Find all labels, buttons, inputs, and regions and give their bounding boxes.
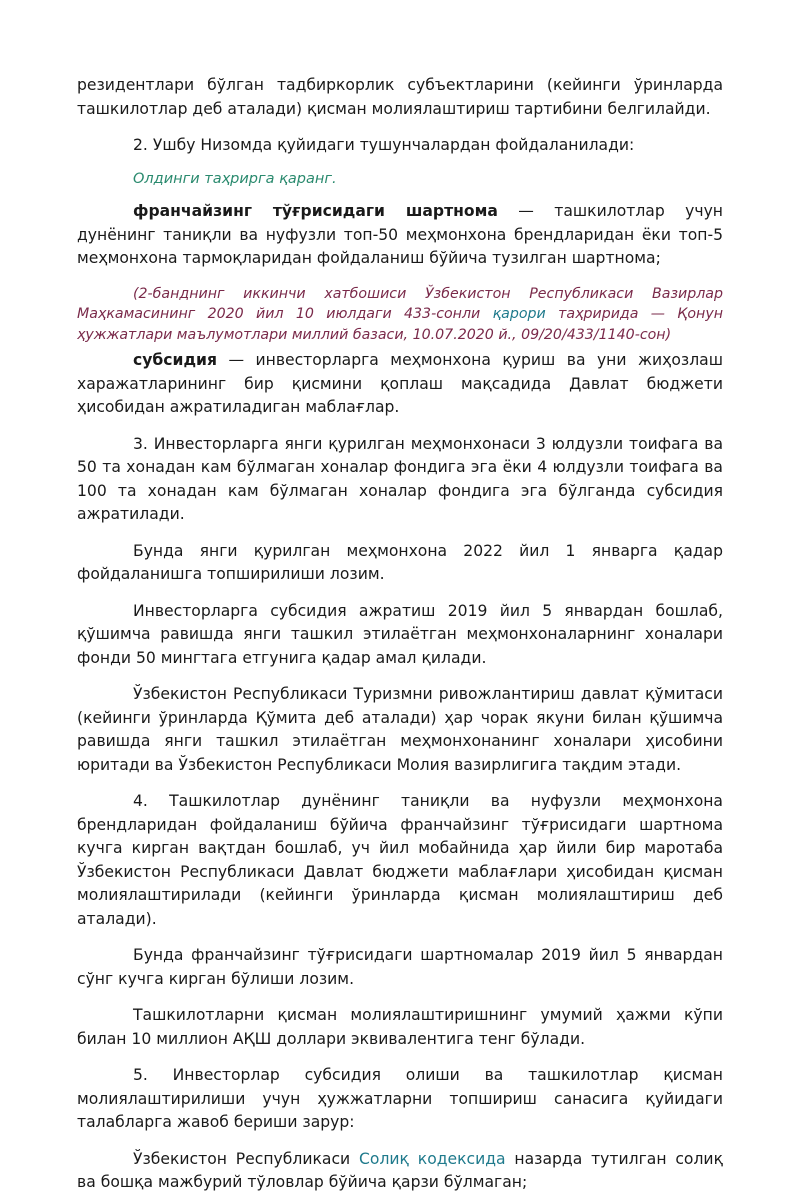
paragraph-4-volume: Ташкилотларни қисман молиялаштиришнинг умумий ҳажми кўпи билан 10 миллион АҚШ доллари эквивалентига тенг бўлади.: [77, 1006, 723, 1048]
paragraph-5-requirement-tax: [77, 1148, 723, 1195]
edit-note-text-start: (2-банднинг иккинчи хатбошиси Ўзбекистон Республикаси Вазирлар Маҳкамасининг 2020 йил 10 июлдаги 433-сонли: [77, 285, 723, 322]
edit-note: [77, 284, 723, 346]
term-subsidy: субсидия: [133, 351, 217, 369]
previous-edition-paragraph: [77, 167, 723, 192]
paragraph-2-heading: 2. Ушбу Низомда қуйидаги тушунчалардан фойдаланилади:: [133, 136, 635, 154]
definition-franchise-text: — ташкилотлар учун дунёнинг таниқли ва нуфузли топ-50 меҳмонхона брендларидан ёки топ-5 меҳмонхона тармоқларидан фойдаланиш бўйича тузилган шартнома;: [77, 202, 723, 267]
paragraph-3-committee: Ўзбекистон Республикаси Туризмни ривожлантириш давлат қўмитаси (кейинги ўринларда Қўмита деб аталади) ҳар чорак якуни билан қўшимча равишда янги ташкил этилаётган меҳмонхонанинг хоналари ҳисобини юритади ва Ўзбекистон Республикаси Молия вазирлигига тақдим этади.: [77, 685, 723, 774]
paragraph-3: 3. Инвесторларга янги қурилган меҳмонхонаси 3 юлдузли тоифага ва 50 та хонадан кам бўлмаган хоналар фондига эга ёки 4 юлдузли тоифага ва 100 та хонадан кам бўлмаган хоналар фондига эга бўлганда субсидия ажратилади.: [77, 434, 723, 523]
paragraph-intro-continuation: резидентлари бўлган тадбиркорлик субъектларини (кейинги ўринларда ташкилотлар деб аталади) қисман молиялаштириш тартибини белгилайди.: [77, 76, 723, 118]
resolution-link[interactable]: қарори: [492, 306, 546, 322]
paragraph-4-note: Бунда франчайзинг тўғрисидаги шартномалар 2019 йил 5 январдан сўнг кучга кирган бўлиши лозим.: [77, 946, 723, 988]
paragraph-3-note: Бунда янги қурилган меҳмонхона 2022 йил 1 январга қадар фойдаланишга топширилиши лозим.: [77, 541, 723, 583]
tax-code-link[interactable]: Солиқ кодексида: [359, 1149, 506, 1168]
paragraph-3-subsidy-period: Инвесторларга субсидия ажратиш 2019 йил 5 январдан бошлаб, қўшимча равишда янги ташкил этилаётган меҳмонхоналарнинг хоналари фонди 50 мингтага етгунига қадар амал қилади.: [77, 601, 723, 667]
tax-requirement-end: назарда тутилган солиқ ва бошқа мажбурий тўловлар бўйича қарзи бўлмаган;: [77, 1149, 723, 1191]
term-franchise-agreement: франчайзинг тўғрисидаги шартнома: [133, 202, 498, 220]
edit-note-text-end: таҳририда — Қонун ҳужжатлари маълумотлари миллий базаси, 10.07.2020 й., 09/20/433/1140-сон): [77, 306, 723, 343]
document-page: [77, 74, 723, 1195]
definition-subsidy: [77, 349, 723, 420]
paragraph-4: 4. Ташкилотлар дунёнинг таниқли ва нуфузли меҳмонхона брендларидан фойдаланиш бўйича франчайзинг тўғрисидаги шартнома кучга кирган вақтдан бошлаб, уч йил мобайнида ҳар йили бир маротаба Ўзбекистон Республикаси Давлат бюджети маблағлари ҳисобидан қисман молиялаштирилади (кейинги ўринларда қисман молиялаштириш деб аталади).: [77, 792, 723, 928]
paragraph-5: 5. Инвесторлар субсидия олиши ва ташкилотлар қисман молиялаштирилиши учун ҳужжатларни топшириш санасига қуйидаги талабларга жавоб бериши зарур:: [77, 1066, 723, 1131]
tax-requirement-start: Ўзбекистон Республикаси: [133, 1149, 360, 1168]
previous-edition-link[interactable]: Олдинги таҳрирга қаранг.: [133, 170, 337, 187]
definition-subsidy-text: — инвесторларга меҳмонхона қуриш ва уни жиҳозлаш харажатларининг бир қисмини қоплаш мақсадида Давлат бюджети ҳисобидан ажратиладиган маблағлар.: [77, 351, 723, 416]
definition-franchise: [77, 200, 723, 271]
